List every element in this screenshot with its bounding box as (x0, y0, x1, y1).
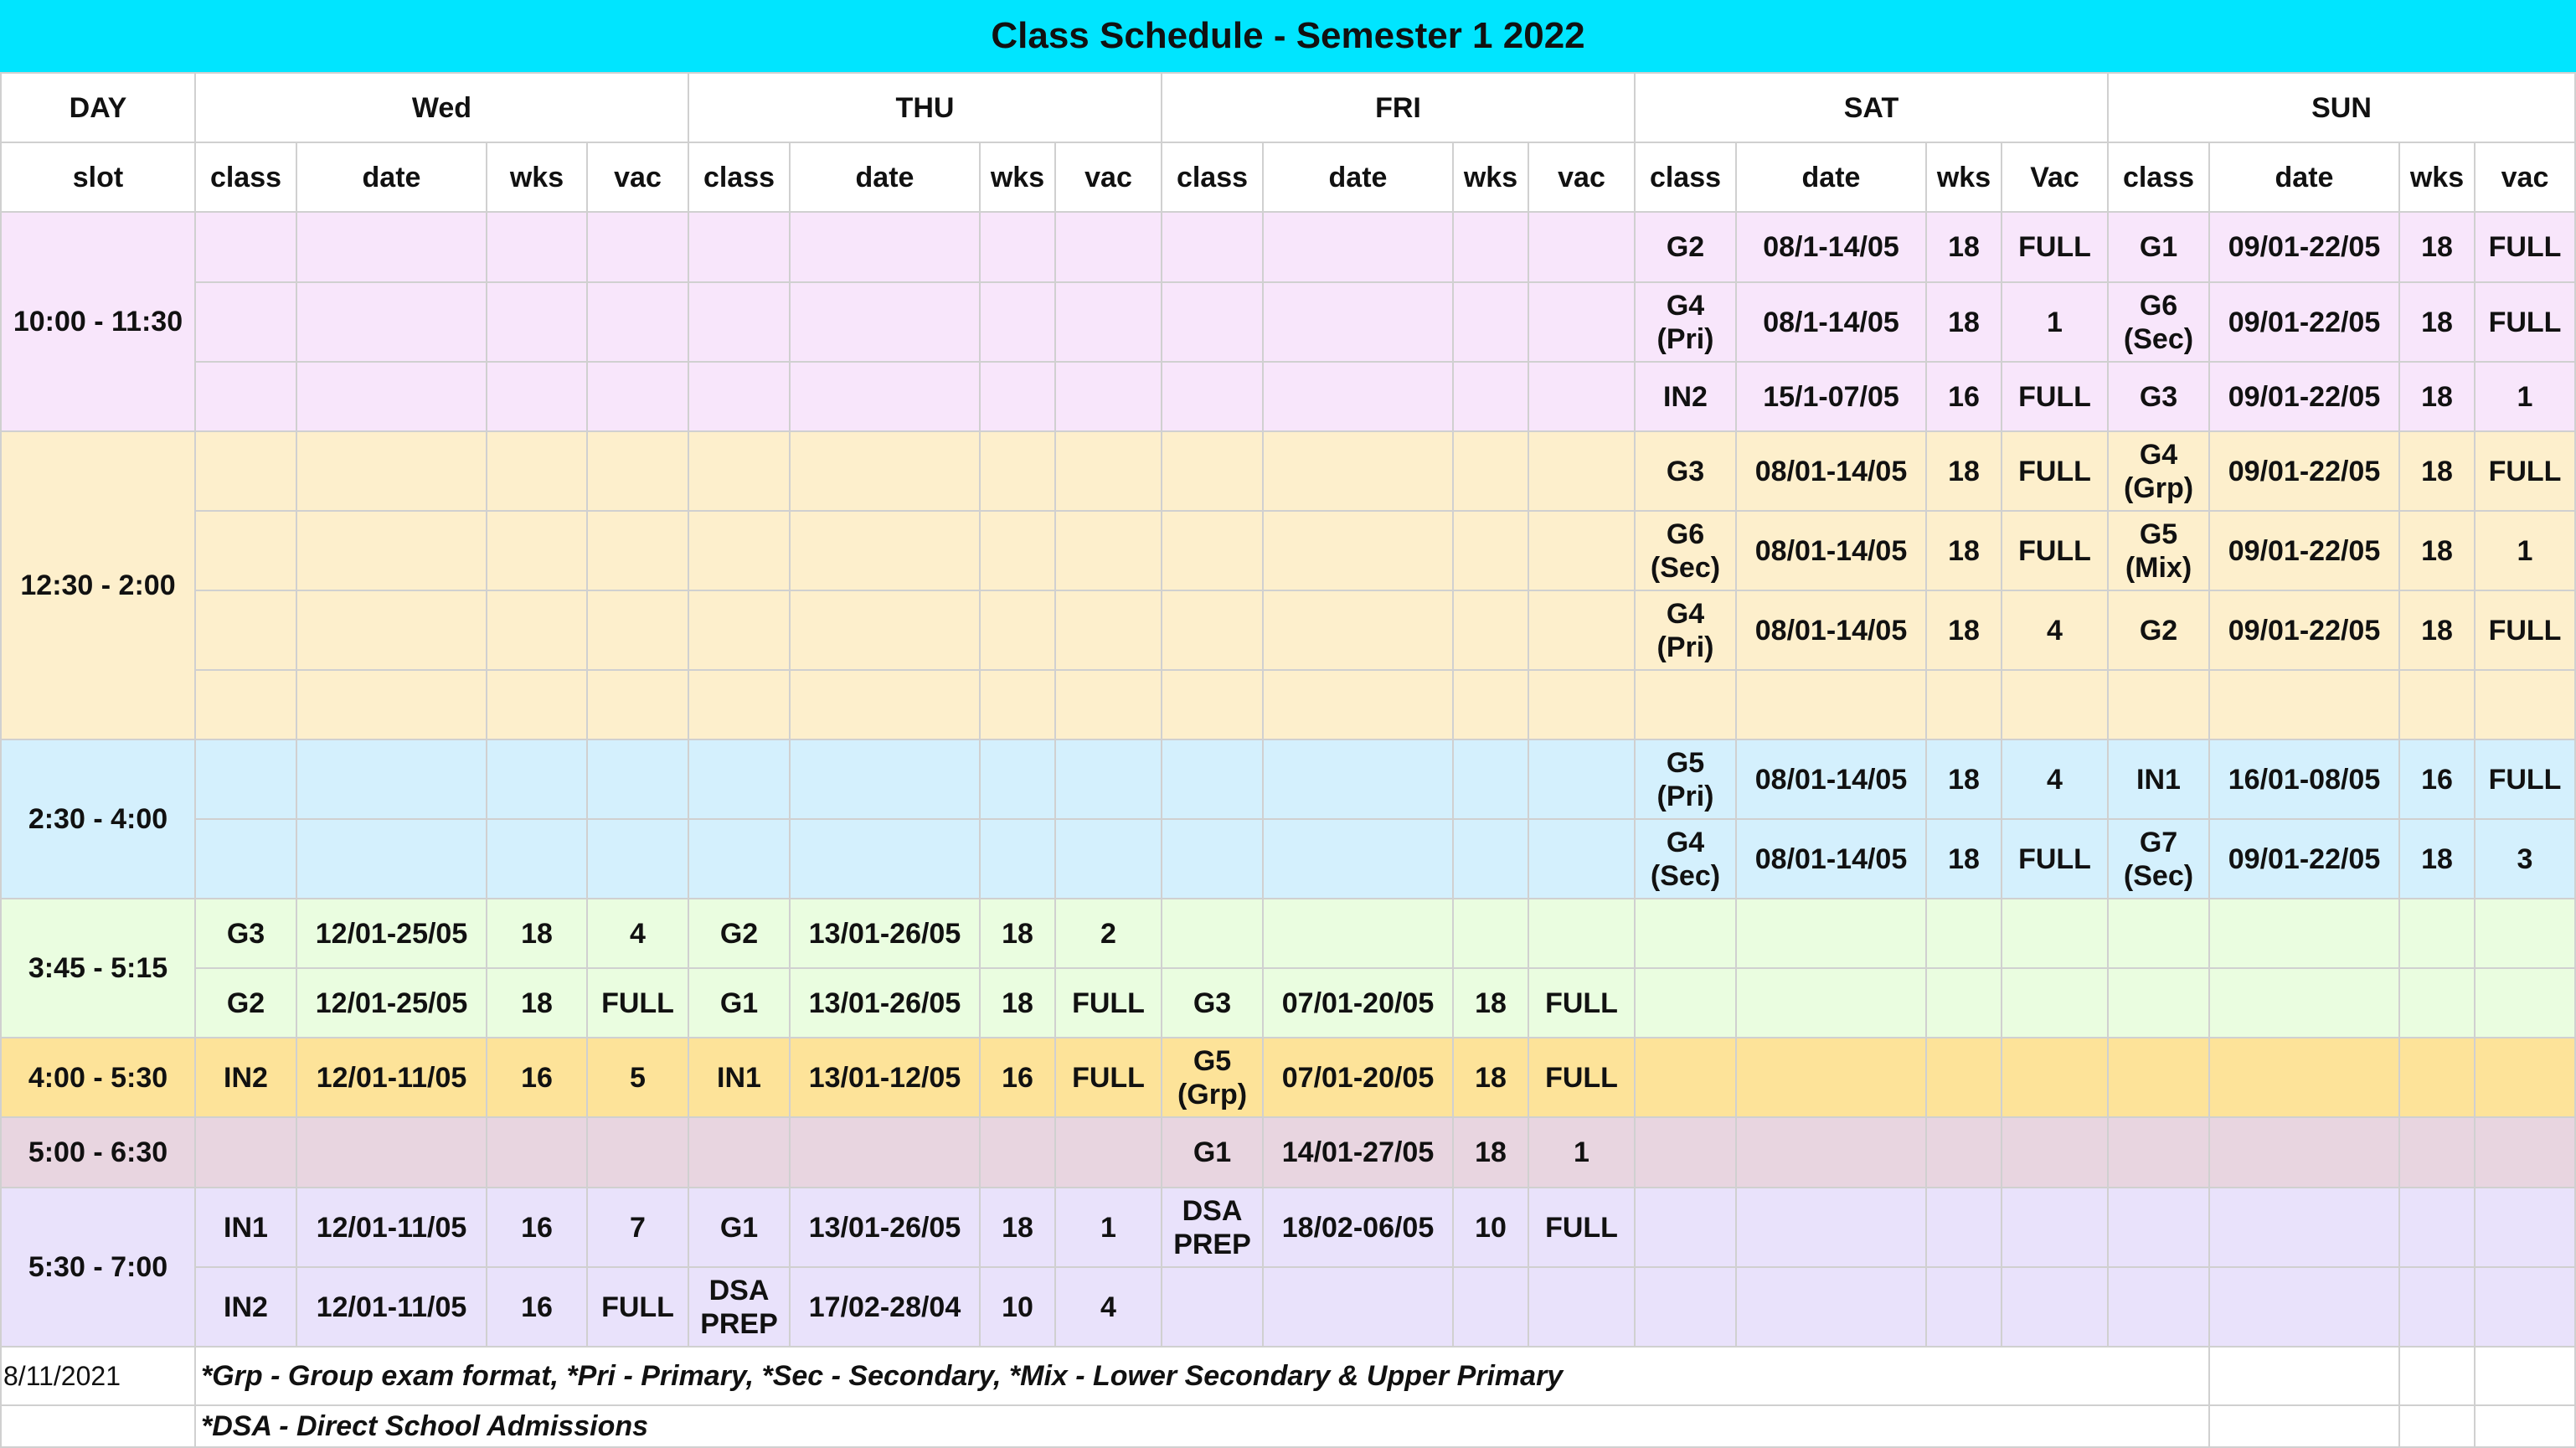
day-fri: FRI (1162, 73, 1635, 142)
wks-cell: 18 (2399, 282, 2475, 362)
vac-cell: 5 (587, 1038, 688, 1117)
wks-cell: 18 (487, 899, 587, 968)
class-cell: G4 (Pri) (1635, 590, 1736, 670)
wks-cell: 18 (1926, 739, 2002, 819)
col-vac: vac (1528, 142, 1635, 212)
class-cell: IN2 (1635, 362, 1736, 431)
page-title: Class Schedule - Semester 1 2022 (0, 0, 2576, 72)
slot-label: 4:00 - 5:30 (1, 1038, 195, 1117)
class-cell: G2 (2108, 590, 2209, 670)
wks-cell: 18 (1926, 511, 2002, 590)
class-cell: IN2 (195, 1267, 296, 1347)
wks-cell: 18 (2399, 590, 2475, 670)
day-thu: THU (688, 73, 1162, 142)
class-cell: G4 (Pri) (1635, 282, 1736, 362)
footer-row (1, 1405, 2575, 1447)
vac-cell: 1 (2002, 282, 2108, 362)
date-cell: 17/02-28/04 (790, 1267, 980, 1347)
col-wks: wks (1453, 142, 1528, 212)
date-cell: 09/01-22/05 (2209, 431, 2399, 511)
vac-cell: FULL (587, 968, 688, 1038)
table-row (1, 899, 2575, 968)
table-row (1, 1038, 2575, 1117)
wks-cell: 18 (2399, 362, 2475, 431)
date-cell: 08/1-14/05 (1736, 212, 1926, 282)
day-sat: SAT (1635, 73, 2108, 142)
col-wks: wks (980, 142, 1055, 212)
table-row (1, 590, 2575, 670)
table-row (1, 431, 2575, 511)
date-cell: 09/01-22/05 (2209, 212, 2399, 282)
col-vac: vac (587, 142, 688, 212)
wks-cell: 16 (2399, 739, 2475, 819)
class-cell: DSA PREP (688, 1267, 790, 1347)
col-date: date (1263, 142, 1453, 212)
class-cell: G1 (688, 1188, 790, 1267)
date-cell: 14/01-27/05 (1263, 1117, 1453, 1188)
col-vac: vac (2475, 142, 2575, 212)
slot-label: slot (1, 142, 195, 212)
col-vac: vac (1055, 142, 1162, 212)
vac-cell: FULL (2002, 212, 2108, 282)
table-row (1, 212, 2575, 282)
legend-note: *DSA - Direct School Admissions (195, 1405, 2209, 1447)
date-cell: 09/01-22/05 (2209, 511, 2399, 590)
class-cell: G2 (1635, 212, 1736, 282)
wks-cell: 18 (2399, 819, 2475, 899)
class-cell: G2 (688, 899, 790, 968)
date-cell: 08/1-14/05 (1736, 282, 1926, 362)
date-cell: 12/01-25/05 (296, 968, 487, 1038)
date-cell: 13/01-26/05 (790, 1188, 980, 1267)
col-date: date (2209, 142, 2399, 212)
slot-label: 5:00 - 6:30 (1, 1117, 195, 1188)
vac-cell: FULL (2002, 431, 2108, 511)
day-wed: Wed (195, 73, 688, 142)
vac-cell: FULL (2002, 819, 2108, 899)
date-cell: 08/01-14/05 (1736, 739, 1926, 819)
class-cell: G5 (Mix) (2108, 511, 2209, 590)
legend-note: *Grp - Group exam format, *Pri - Primary, *Sec - Secondary, *Mix - Lower Secondary & Upper Primary (195, 1347, 2209, 1405)
slot-label: 2:30 - 4:00 (1, 739, 195, 899)
wks-cell: 18 (1926, 590, 2002, 670)
vac-cell: FULL (1528, 1188, 1635, 1267)
table-row (1, 968, 2575, 1038)
slot-label: 5:30 - 7:00 (1, 1188, 195, 1347)
wks-cell: 16 (1926, 362, 2002, 431)
vac-cell: FULL (1055, 1038, 1162, 1117)
class-cell: G4 (Grp) (2108, 431, 2209, 511)
date-cell: 15/1-07/05 (1736, 362, 1926, 431)
wks-cell: 16 (980, 1038, 1055, 1117)
date-cell: 18/02-06/05 (1263, 1188, 1453, 1267)
vac-cell: 1 (1528, 1117, 1635, 1188)
wks-cell: 18 (980, 1188, 1055, 1267)
day-sun: SUN (2108, 73, 2575, 142)
wks-cell: 18 (980, 899, 1055, 968)
vac-cell: FULL (2475, 212, 2575, 282)
slot-label: 12:30 - 2:00 (1, 431, 195, 739)
class-cell: G2 (195, 968, 296, 1038)
class-cell: IN1 (688, 1038, 790, 1117)
date-cell: 16/01-08/05 (2209, 739, 2399, 819)
class-cell: G3 (1635, 431, 1736, 511)
date-cell: 09/01-22/05 (2209, 590, 2399, 670)
slot-label: 10:00 - 11:30 (1, 212, 195, 431)
table-row (1, 670, 2575, 739)
wks-cell: 18 (1453, 1038, 1528, 1117)
col-vac: Vac (2002, 142, 2108, 212)
col-date: date (296, 142, 487, 212)
date-cell: 09/01-22/05 (2209, 282, 2399, 362)
table-row (1, 362, 2575, 431)
footer-date: 8/11/2021 (1, 1347, 195, 1405)
vac-cell: 4 (2002, 590, 2108, 670)
class-cell: G5 (Pri) (1635, 739, 1736, 819)
vac-cell: FULL (2475, 431, 2575, 511)
wks-cell: 16 (487, 1267, 587, 1347)
date-cell: 12/01-25/05 (296, 899, 487, 968)
date-cell: 12/01-11/05 (296, 1267, 487, 1347)
vac-cell: 1 (2475, 362, 2575, 431)
table-row (1, 282, 2575, 362)
class-cell: G3 (2108, 362, 2209, 431)
wks-cell: 10 (980, 1267, 1055, 1347)
class-cell: IN1 (195, 1188, 296, 1267)
date-cell: 13/01-26/05 (790, 899, 980, 968)
col-wks: wks (1926, 142, 2002, 212)
col-class: class (688, 142, 790, 212)
col-date: date (1736, 142, 1926, 212)
class-cell: G1 (2108, 212, 2209, 282)
wks-cell: 18 (487, 968, 587, 1038)
table-row (1, 1117, 2575, 1188)
date-cell: 07/01-20/05 (1263, 968, 1453, 1038)
date-cell: 13/01-26/05 (790, 968, 980, 1038)
vac-cell: 3 (2475, 819, 2575, 899)
wks-cell: 18 (1926, 431, 2002, 511)
class-cell: IN1 (2108, 739, 2209, 819)
slot-label: 3:45 - 5:15 (1, 899, 195, 1038)
wks-cell: 18 (1453, 1117, 1528, 1188)
col-wks: wks (2399, 142, 2475, 212)
class-cell: G6 (Sec) (2108, 282, 2209, 362)
vac-cell: 7 (587, 1188, 688, 1267)
date-cell: 07/01-20/05 (1263, 1038, 1453, 1117)
vac-cell: 4 (1055, 1267, 1162, 1347)
wks-cell: 18 (980, 968, 1055, 1038)
vac-cell: 1 (2475, 511, 2575, 590)
schedule-table (0, 72, 2576, 1448)
vac-cell: 2 (1055, 899, 1162, 968)
wks-cell: 18 (1926, 282, 2002, 362)
vac-cell: FULL (2002, 362, 2108, 431)
date-cell: 08/01-14/05 (1736, 590, 1926, 670)
wks-cell: 18 (2399, 431, 2475, 511)
vac-cell: FULL (1528, 968, 1635, 1038)
wks-cell: 18 (2399, 212, 2475, 282)
wks-cell: 10 (1453, 1188, 1528, 1267)
wks-cell: 18 (1453, 968, 1528, 1038)
table-row (1, 1188, 2575, 1267)
vac-cell: FULL (2475, 739, 2575, 819)
table-row (1, 1267, 2575, 1347)
class-cell: G3 (195, 899, 296, 968)
class-cell: G1 (688, 968, 790, 1038)
vac-cell: 4 (2002, 739, 2108, 819)
class-cell: G6 (Sec) (1635, 511, 1736, 590)
class-cell: G5 (Grp) (1162, 1038, 1263, 1117)
col-class: class (2108, 142, 2209, 212)
wks-cell: 16 (487, 1038, 587, 1117)
date-cell: 08/01-14/05 (1736, 431, 1926, 511)
date-cell: 09/01-22/05 (2209, 362, 2399, 431)
table-row (1, 511, 2575, 590)
date-cell: 12/01-11/05 (296, 1188, 487, 1267)
vac-cell: FULL (2002, 511, 2108, 590)
wks-cell: 18 (1926, 819, 2002, 899)
col-wks: wks (487, 142, 587, 212)
col-class: class (195, 142, 296, 212)
class-cell: G1 (1162, 1117, 1263, 1188)
class-cell: G3 (1162, 968, 1263, 1038)
vac-cell: FULL (2475, 282, 2575, 362)
wks-cell: 18 (2399, 511, 2475, 590)
vac-cell: 1 (1055, 1188, 1162, 1267)
class-cell: IN2 (195, 1038, 296, 1117)
day-label: DAY (1, 73, 195, 142)
vac-cell: FULL (2475, 590, 2575, 670)
col-date: date (790, 142, 980, 212)
table-row (1, 819, 2575, 899)
class-cell: G4 (Sec) (1635, 819, 1736, 899)
vac-cell: FULL (1528, 1038, 1635, 1117)
col-class: class (1635, 142, 1736, 212)
date-cell: 08/01-14/05 (1736, 819, 1926, 899)
date-cell: 09/01-22/05 (2209, 819, 2399, 899)
vac-cell: 4 (587, 899, 688, 968)
class-cell: DSA PREP (1162, 1188, 1263, 1267)
date-cell: 08/01-14/05 (1736, 511, 1926, 590)
date-cell: 12/01-11/05 (296, 1038, 487, 1117)
wks-cell: 16 (487, 1188, 587, 1267)
col-class: class (1162, 142, 1263, 212)
vac-cell: FULL (587, 1267, 688, 1347)
wks-cell: 18 (1926, 212, 2002, 282)
date-cell: 13/01-12/05 (790, 1038, 980, 1117)
day-header-row (1, 73, 2575, 142)
table-row (1, 739, 2575, 819)
column-header-row (1, 142, 2575, 212)
vac-cell: FULL (1055, 968, 1162, 1038)
class-cell: G7 (Sec) (2108, 819, 2209, 899)
footer-row (1, 1347, 2575, 1405)
